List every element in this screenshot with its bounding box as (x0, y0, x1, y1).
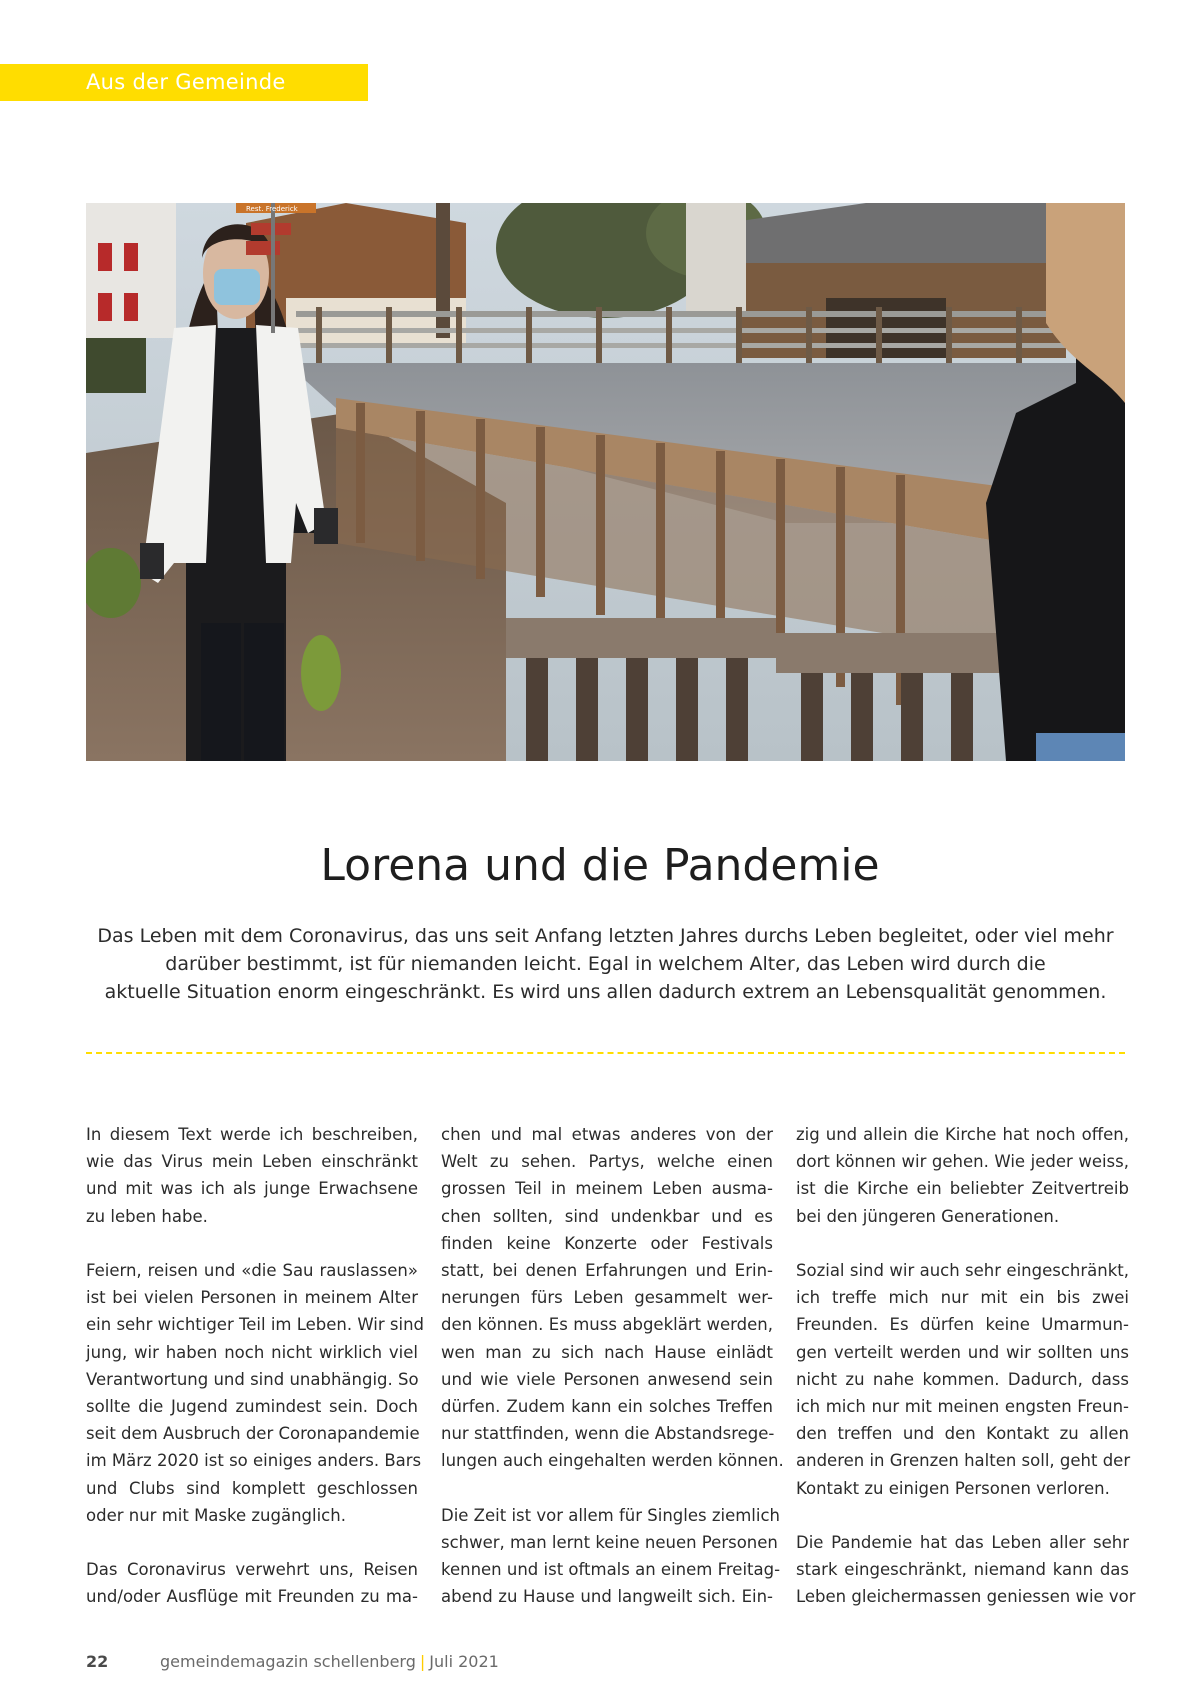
body-line: und/oder Ausflüge mit Freunden zu ma- (86, 1587, 418, 1607)
body-line: ein sehr wichtiger Teil im Leben. Wir sind (86, 1315, 425, 1335)
body-line: ist bei vielen Personen in meinem Alter (86, 1288, 418, 1308)
body-line: statt, bei denen Erfahrungen und Erin- (441, 1261, 773, 1281)
body-line: chen und mal etwas anderes von der (441, 1125, 773, 1144)
body-line: nur stattfinden, wenn die Abstandsrege- (441, 1424, 775, 1444)
body-line: den können. Es muss abgeklärt werden, (441, 1315, 773, 1335)
page-number: 22 (86, 1652, 109, 1671)
body-line: Sozial sind wir auch sehr eingeschränkt, (796, 1261, 1129, 1280)
text-column-1 (86, 1121, 425, 1611)
body-line: Verantwortung und sind unabhängig. So (86, 1369, 419, 1389)
body-line: Freunden. Es dürfen keine Umarmun- (796, 1315, 1129, 1335)
body-line: chen sollten, sind undenkbar und es (441, 1206, 773, 1226)
dashed-divider (86, 1052, 1125, 1054)
body-line: und wie viele Personen anwesend sein (441, 1369, 773, 1389)
body-line: sollte die Jugend zumindest sein. Doch (86, 1397, 418, 1417)
body-line: anderen in Grenzen halten soll, geht der (796, 1451, 1131, 1471)
body-paragraph (796, 1257, 1129, 1502)
body-paragraph (86, 1556, 418, 1610)
body-line: bei den jüngeren Generationen. (796, 1206, 1060, 1226)
body-line: ist die Kirche ein beliebter Zeitvertreib (796, 1179, 1129, 1199)
body-line: dürfen. Zudem kann ein solches Treffen (441, 1397, 773, 1417)
body-line: den treffen und den Kontakt zu allen (796, 1424, 1129, 1444)
body-line: Welt zu sehen. Partys, welche einen (441, 1152, 773, 1172)
publication-info (160, 1651, 499, 1673)
photo-sign-text: Rest. Frederick (246, 205, 298, 213)
article-lead (86, 922, 1125, 1006)
text-column-3 (796, 1121, 1136, 1611)
photo-illustration (86, 203, 1125, 761)
body-line: Kontakt zu einigen Personen verloren. (796, 1478, 1110, 1498)
body-paragraph (796, 1121, 1129, 1230)
body-paragraph (441, 1502, 781, 1611)
issue-date: Juli 2021 (429, 1652, 499, 1671)
body-line: lungen auch eingehalten werden können. (441, 1451, 784, 1471)
body-line: zu leben habe. (86, 1206, 208, 1226)
body-line: jung, wir haben noch nicht wirklich viel (86, 1342, 418, 1362)
footer-separator: | (419, 1652, 426, 1671)
body-line: Die Pandemie hat das Leben aller sehr (796, 1533, 1129, 1553)
body-line: schwer, man lernt keine neuen Personen (441, 1533, 778, 1553)
body-line: und Clubs sind komplett geschlossen (86, 1478, 418, 1498)
article-title: Lorena und die Pandemie (320, 840, 880, 891)
body-line: seit dem Ausbruch der Coronapandemie (86, 1424, 420, 1444)
body-line: wie das Virus mein Leben einschränkt (86, 1152, 418, 1172)
body-line: kennen und ist oftmals an einem Freitag- (441, 1560, 781, 1580)
section-banner (0, 64, 368, 101)
body-line: wen man zu sich nach Hause einlädt (441, 1342, 773, 1362)
body-line: gen verteilt werden und wir sollten uns (796, 1342, 1129, 1362)
body-line: ich treffe mich nur mit ein bis zwei (796, 1288, 1129, 1308)
body-line: und mit was ich als junge Erwachsene (86, 1179, 418, 1199)
body-line: abend zu Hause und langweilt sich. Ein- (441, 1587, 773, 1607)
publication-name: gemeindemagazin schellenberg (160, 1652, 416, 1671)
body-paragraph (796, 1529, 1136, 1611)
body-line: nicht zu nahe kommen. Dadurch, dass (796, 1369, 1129, 1389)
body-line: stark eingeschränkt, niemand kann das (796, 1560, 1129, 1580)
body-line: dort können wir gehen. Wie jeder weiss, (796, 1152, 1129, 1172)
lead-line: darüber bestimmt, ist für niemanden leicht. Egal in welchem Alter, das Leben wird durch die (165, 953, 1046, 975)
body-line: In diesem Text werde ich beschreiben, (86, 1125, 418, 1144)
body-paragraph (86, 1257, 425, 1529)
body-paragraph (441, 1121, 784, 1475)
body-paragraph (86, 1121, 418, 1230)
hero-photo (86, 203, 1125, 761)
lead-line: Das Leben mit dem Coronavirus, das uns seit Anfang letzten Jahres durchs Leben begleitet, oder viel mehr (97, 925, 1114, 947)
text-column-2 (441, 1121, 784, 1611)
body-line: finden keine Konzerte oder Festivals (441, 1233, 773, 1253)
lead-line: aktuelle Situation enorm eingeschränkt. Es wird uns allen dadurch extrem an Lebensqualität genommen. (104, 981, 1107, 1003)
body-line: im März 2020 ist so einiges anders. Bars (86, 1451, 422, 1471)
body-line: Die Zeit ist vor allem für Singles ziemlich (441, 1505, 780, 1525)
body-line: Das Coronavirus verwehrt uns, Reisen (86, 1560, 418, 1580)
body-line: Leben gleichermassen geniessen wie vor (796, 1587, 1136, 1607)
body-line: zig und allein die Kirche hat noch offen, (796, 1125, 1129, 1144)
body-line: oder nur mit Maske zugänglich. (86, 1505, 346, 1525)
body-line: ich mich nur mit meinen engsten Freun- (796, 1397, 1129, 1417)
body-line: grossen Teil in meinem Leben ausma- (441, 1179, 773, 1199)
body-line: Feiern, reisen und «die Sau rauslassen» (86, 1261, 418, 1280)
section-label: Aus der Gemeinde (86, 70, 286, 94)
body-line: nerungen fürs Leben gesammelt wer- (441, 1288, 773, 1308)
